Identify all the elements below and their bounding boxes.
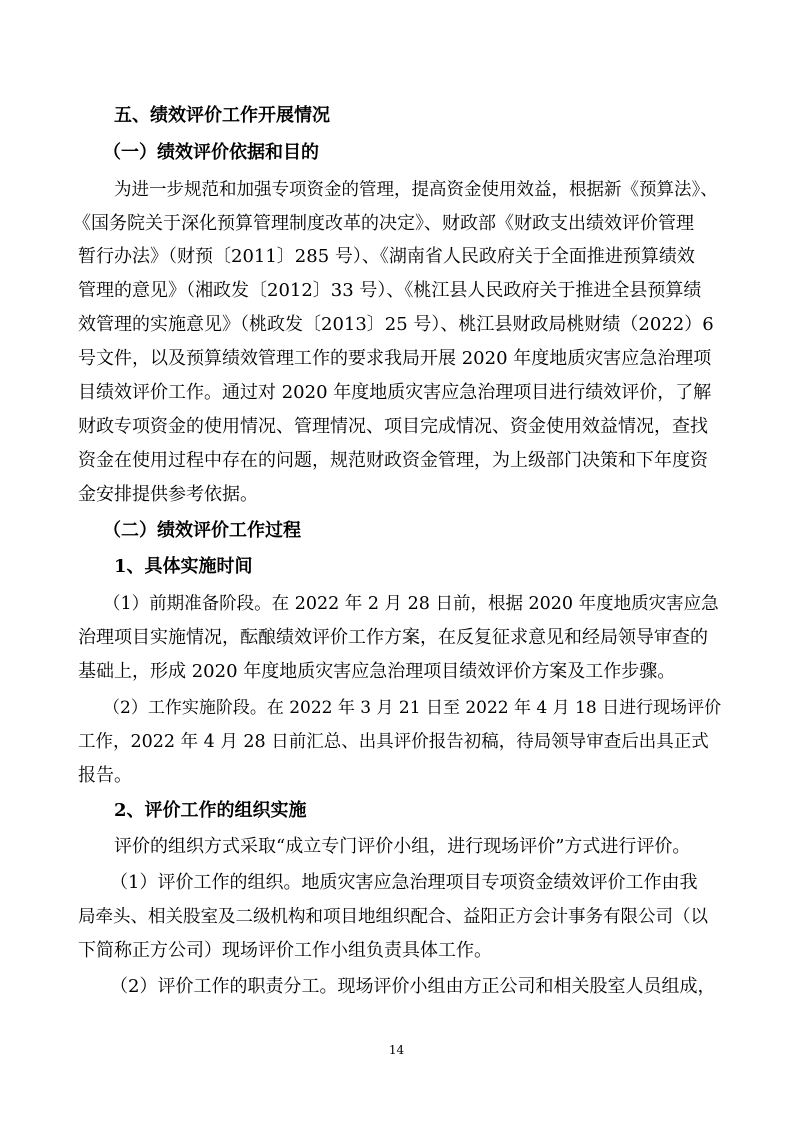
paragraph-line: 《国务院关于深化预算管理制度改革的决定》、财政部《财政支出绩效评价管理 [73,213,694,234]
paragraph-line: 效管理的实施意见》（桃政发〔2013〕25 号）、桃江县财政局桃财绩（2022）6 [78,314,714,335]
paragraph-line: （2）工作实施阶段。在 2022 年 3 月 21 日至 2022 年 4 月 18 日进行现场评价 [103,698,722,718]
paragraph-line: 报告。 [78,765,132,786]
page-number: 14 [388,1043,405,1057]
subsection-heading: （二）绩效评价工作过程 [103,520,301,541]
paragraph-line: 治理项目实施情况，酝酿绩效评价工作方案，在反复征求意见和经局领导审查的 [78,627,708,648]
paragraph-line: 号文件，以及预算绩效管理工作的要求我局开展 2020 年度地质灾害应急治理项 [78,348,712,369]
paragraph-line: 目绩效评价工作。通过对 2020 年度地质灾害应急治理项目进行绩效评价，了解 [78,382,712,403]
paragraph-line: 基础上，形成 2020 年度地质灾害应急治理项目绩效评价方案及工作步骤。 [78,661,676,682]
paragraph-line: 资金在使用过程中存在的问题，规范财政资金管理，为上级部门决策和下年度资 [78,450,708,471]
paragraph-line: 金安排提供参考依据。 [78,484,258,505]
paragraph-line: 局牵头、相关股室及二级机构和项目地组织配合、益阳正方会计事务有限公司（以 [78,907,708,927]
section-heading: 五、绩效评价工作开展情况 [114,105,330,126]
paragraph-line: 评价的组织方式采取“成立专门评价小组，进行现场评价”方式进行评价。 [114,836,691,857]
sub-item-heading: 1、具体实施时间 [114,556,253,577]
subsection-heading: （一）绩效评价依据和目的 [103,142,319,163]
paragraph-line: （2）评价工作的职责分工。现场评价小组由方正公司和相关股室人员组成， [110,976,716,997]
paragraph-line: 下简称正方公司）现场评价工作小组负责具体工作。 [78,940,492,961]
paragraph-line: 暂行办法》（财预〔2011〕285 号）、《湖南省人民政府关于全面推进预算绩效 [78,246,695,267]
paragraph-line: 管理的意见》（湘政发〔2012〕33 号）、《桃江县人民政府关于推进全县预算绩 [78,280,702,301]
paragraph-line: （1）评价工作的组织。地质灾害应急治理项目专项资金绩效评价工作由我 [110,872,698,893]
sub-item-heading: 2、评价工作的组织实施 [114,800,307,821]
paragraph-line: （1）前期准备阶段。在 2022 年 2 月 28 日前，根据 2020 年度地质灾害应急 [103,594,719,614]
paragraph-line: 为进一步规范和加强专项资金的管理，提高资金使用效益，根据新《预算法》、 [114,180,718,200]
paragraph-line: 财政专项资金的使用情况、管理情况、项目完成情况、资金使用效益情况，查找 [78,416,708,437]
paragraph-line: 工作，2022 年 4 月 28 日前汇总、出具评价报告初稿，待局领导审查后出具正式 [78,732,709,752]
